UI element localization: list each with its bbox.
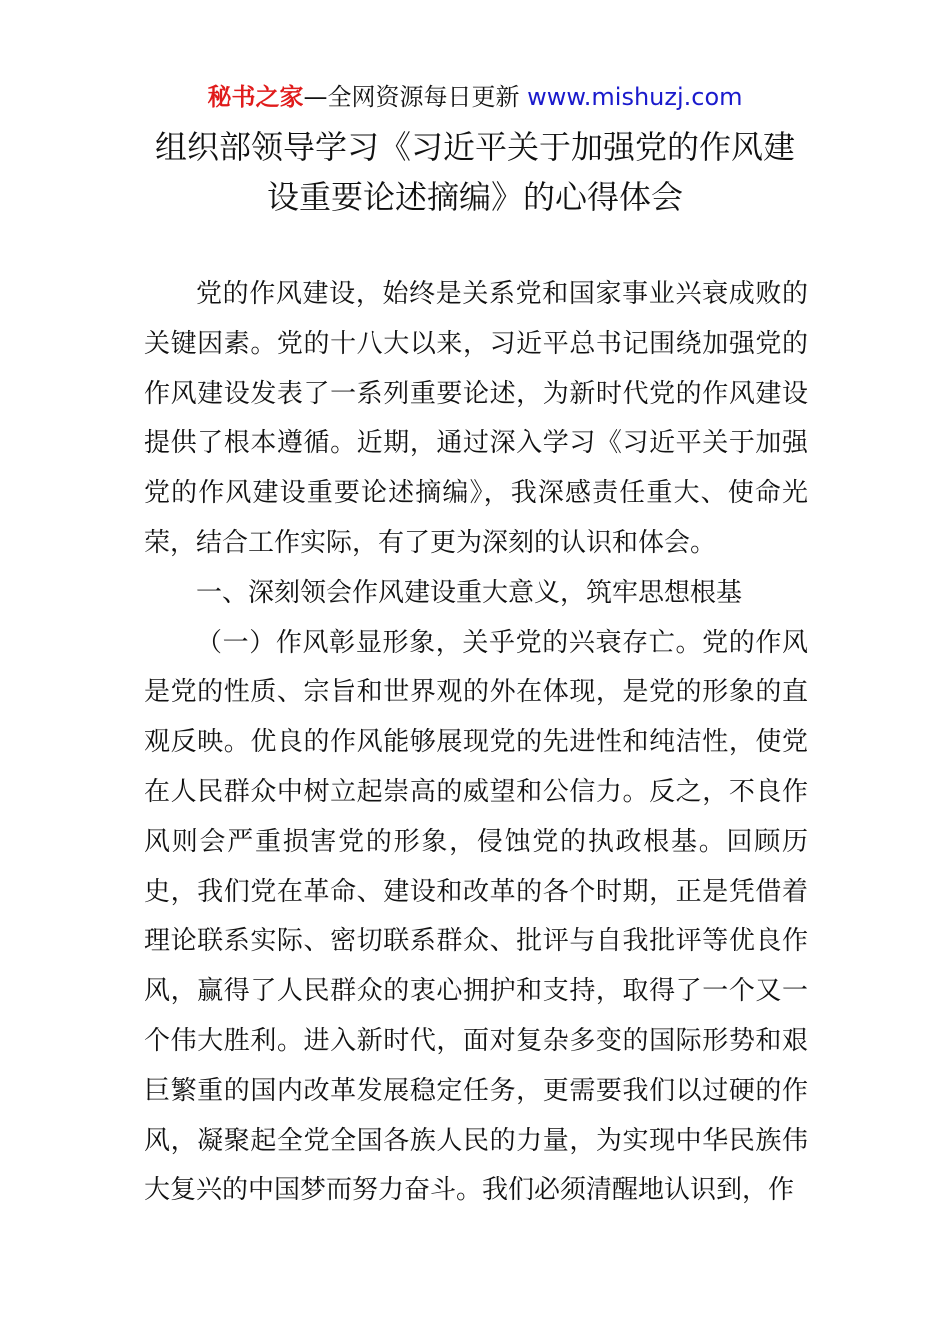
site-url-link[interactable]: www.mishuzj.com [527,83,743,111]
paragraph-intro: 党的作风建设，始终是关系党和国家事业兴衰成败的关键因素。党的十八大以来，习近平总书记围绕加强党的作风建设发表了一系列重要论述，为新时代党的作风建设提供了根本遵循。近期，通过深入学习《习近平关于加强党的作风建设重要论述摘编》，我深感责任重大、使命光荣，结合工作实际，有了更为深刻的认识和体会。 [144,279,808,558]
site-header [0,80,950,114]
paragraph-section-1-1: （一）作风彰显形象，关乎党的兴衰存亡。党的作风是党的性质、宗旨和世界观的外在体现，是党的形象的直观反映。优良的作风能够展现党的先进性和纯洁性，使党在人民群众中树立起崇高的威望和公信力。反之，不良作风则会严重损害党的形象，侵蚀党的执政根基。回顾历史，我们党在革命、建设和改革的各个时期，正是凭借着理论联系实际、密切联系群众、批评与自我批评等优良作风，赢得了人民群众的衷心拥护和支持，取得了一个又一个伟大胜利。进入新时代，面对复杂多变的国际形势和艰巨繁重的国内改革发展稳定任务，更需要我们以过硬的作风，凝聚起全党全国各族人民的力量，为实现中华民族伟大复兴的中国梦而努力奋斗。我们必须清醒地认识到，作 [144,627,808,1206]
document-title [0,122,950,222]
title-line-2: 设重要论述摘编》的心得体会 [266,178,683,216]
header-tagline: —全网资源每日更新 [303,83,528,111]
section-heading-1: 一、深刻领会作风建设重大意义，筑牢思想根基 [196,577,743,608]
document-body [144,270,808,1216]
title-line-1: 组织部领导学习《习近平关于加强党的作风建 [154,128,795,166]
brand-name: 秘书之家 [207,83,304,111]
